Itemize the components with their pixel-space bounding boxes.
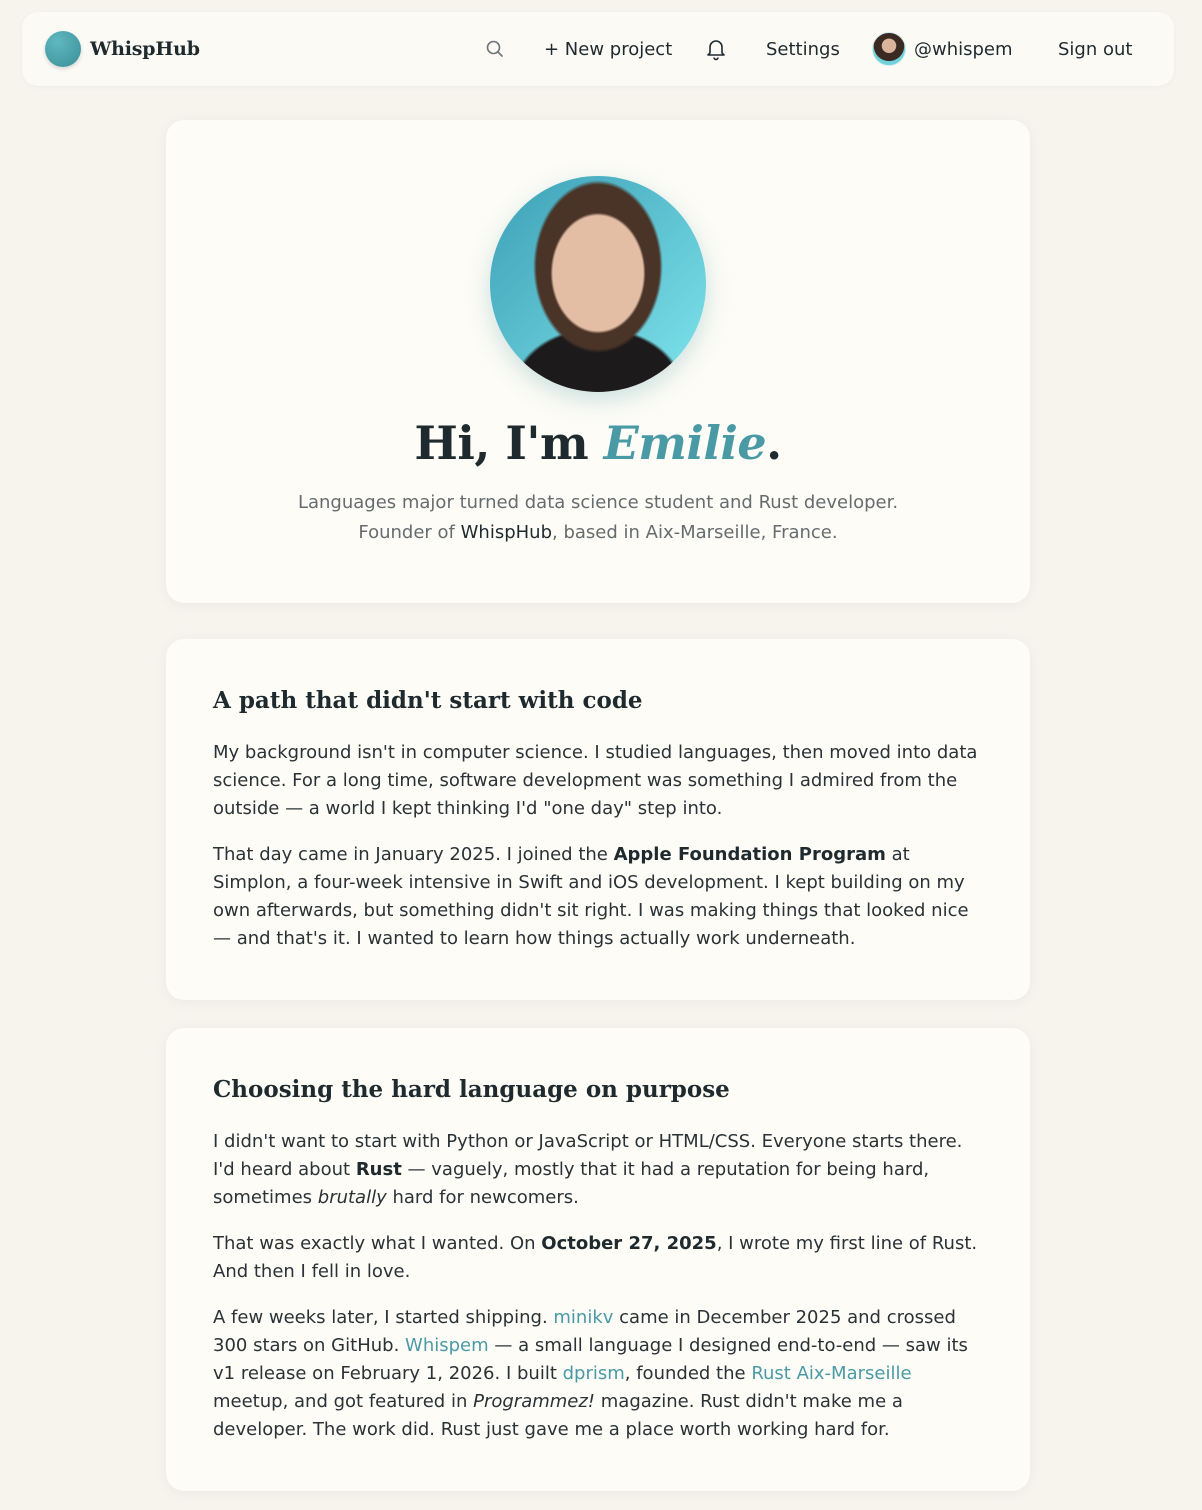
paragraph: I didn't want to start with Python or JavaScript or HTML/CSS. Everyone starts there. I'd heard about Rust — vaguely, mostly that it had a reputation for being hard, sometimes brutally hard for newcomers. [213,1131,963,1208]
paragraph: That day came in January 2025. I joined the Apple Foundation Program at Simplon, a four-week intensive in Swift and iOS development. I kept building on my own afterwards, but something didn't sit right. I was making things that looked nice — and that's it. I wanted to learn how things actually work underneath. [213,844,969,949]
paragraph: My background isn't in computer science. I studied languages, then moved into data science. For a long time, software development was something I admired from the outside — a world I kept thinking I'd "one day" step into. [213,742,978,819]
section-title: A path that didn't start with code [213,687,643,714]
minikv-link[interactable]: minikv [553,1307,614,1328]
username: @whispem [914,38,1013,60]
brand-logo-icon [45,31,81,67]
sign-out-button[interactable]: Sign out [1058,38,1133,60]
section-rust [166,1028,1030,1491]
paragraph: That was exactly what I wanted. On October 27, 2025, I wrote my first line of Rust. And then I fell in love. [213,1233,978,1282]
profile-photo [490,176,706,392]
paragraph: A few weeks later, I started shipping. minikv came in December 2025 and crossed 300 stars on GitHub. Whispem — a small language I designed end-to-end — saw its v1 release on February 1, 2026. I built dprism, founded the Rust Aix-Marseille meetup, and got featured in Programmez! magazine. Rust didn't make me a developer. The work did. Rust just gave me a place worth working hard for. [213,1307,968,1440]
hero-name: Emilie [603,416,767,470]
dprism-link[interactable]: dprism [562,1363,625,1384]
hero-bio: Languages major turned data science student and Rust developer. Founder of WhispHub, based in Aix-Marseille, France. [297,492,899,543]
hero-title: Hi, I'm Emilie. [414,416,782,470]
bell-icon[interactable] [705,37,727,61]
whispem-link[interactable]: Whispem [405,1335,489,1356]
user-avatar [872,32,906,66]
search-icon[interactable] [484,38,506,60]
user-menu[interactable] [872,12,1013,86]
section-body [213,1128,989,1462]
top-navbar [22,12,1174,86]
brand-home-link[interactable] [45,30,200,68]
hero-card [166,120,1030,603]
section-title: Choosing the hard language on purpose [213,1076,730,1103]
rust-aix-marseille-link[interactable]: Rust Aix-Marseille [751,1363,912,1384]
bio-brand: WhispHub [460,522,552,543]
brand-name: WhispHub [90,38,200,60]
section-body [213,739,989,971]
new-project-button[interactable]: + New project [544,38,673,60]
settings-link[interactable]: Settings [766,38,840,60]
section-path [166,639,1030,1000]
